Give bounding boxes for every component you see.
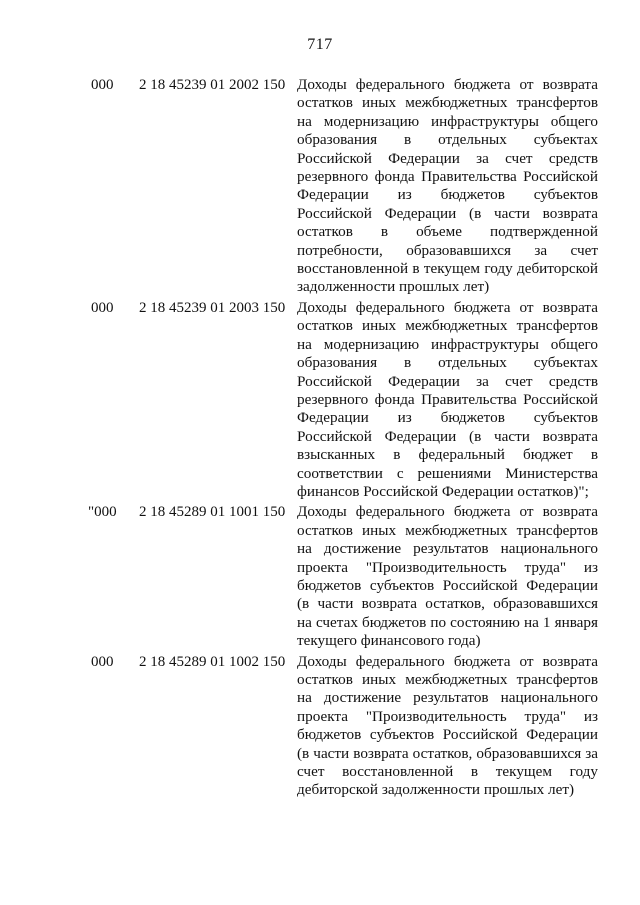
revenue-description: Доходы федерального бюджета от возврата остатков иных межбюджетных трансфертов на достижение результатов национального проекта "Производительность труда" из бюджетов субъектов Российской Федерации (в части возврата остатков, образовавшихся на счетах бюджетов по состоянию на 1 января текущего финансового года) [297,503,598,650]
budget-code-table [0,76,640,802]
table-row [0,653,640,800]
revenue-description: Доходы федерального бюджета от возврата остатков иных межбюджетных трансфертов на достижение результатов национального проекта "Производительность труда" из бюджетов субъектов Российской Федерации (в части возврата остатков, образовавшихся за счет восстановленной в текущем году дебиторской задолженности прошлых лет) [297,652,598,799]
table-row [0,503,640,650]
admin-code: 000 [91,653,114,670]
budget-classification-code: 2 18 45239 01 2002 150 [139,77,286,93]
revenue-description: Доходы федерального бюджета от возврата остатков иных межбюджетных трансфертов на модернизацию инфраструктуры общего образования в отдельных субъектах Российской Федерации за счет средств резервного фонда Правительства Российской Федерации из бюджетов субъектов Российской Федерации (в части возврата взысканных в федеральный бюджет в соответствии с решениями Министерства финансов Российской Федерации остатков)"; [297,298,598,500]
table-row [0,299,640,501]
table-row [0,76,640,297]
budget-classification-code: 2 18 45289 01 1002 150 [139,653,286,670]
admin-code: "000 [88,504,117,521]
admin-code: 000 [91,77,114,93]
page-number: 717 [307,36,333,53]
admin-code: 000 [91,299,114,316]
budget-classification-code: 2 18 45289 01 1001 150 [139,504,286,521]
budget-classification-code: 2 18 45239 01 2003 150 [139,299,286,316]
revenue-description: Доходы федерального бюджета от возврата остатков иных межбюджетных трансфертов на модернизацию инфраструктуры общего образования в отдельных субъектах Российской Федерации за счет средств резервного фонда Правительства Российской Федерации из бюджетов субъектов Российской Федерации (в части возврата остатков в объеме подтвержденной потребности, образовавшихся за счет восстановленной в текущем году дебиторской задолженности прошлых лет) [297,76,598,296]
